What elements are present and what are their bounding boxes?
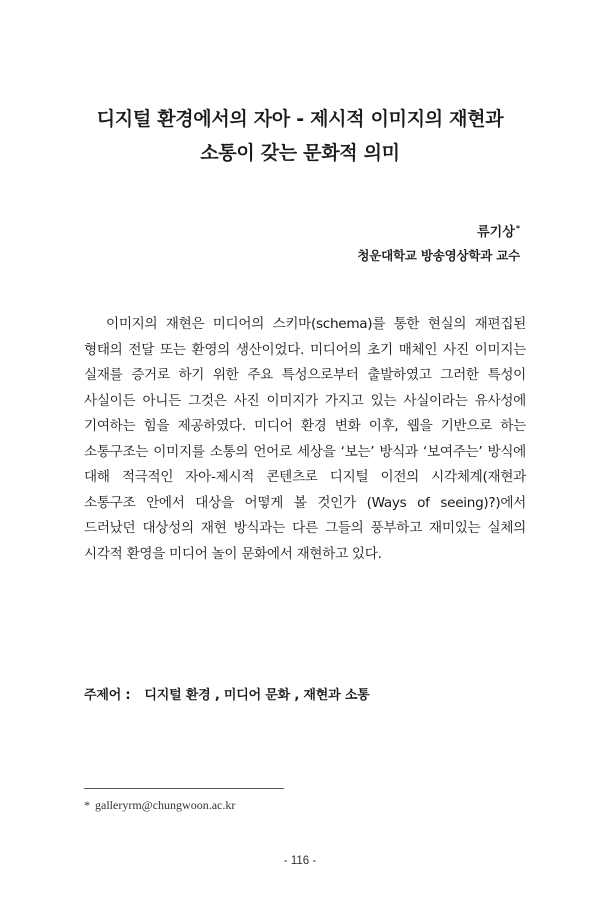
keywords-line — [84, 684, 370, 703]
author-affiliation: 청운대학교 방송영상학과 교수 — [357, 248, 520, 263]
footnote-email: galleryrm@chungwoon.ac.kr — [95, 798, 236, 812]
keywords-terms: 디지털 환경 , 미디어 문화 , 재현과 소통 — [144, 688, 370, 703]
footnote-mark: * — [84, 798, 90, 812]
paper-title-line-1: 디지털 환경에서의 자아 - 제시적 이미지의 재현과 — [96, 108, 504, 130]
author-name — [477, 221, 520, 240]
keywords-label: 주제어 : — [84, 688, 131, 703]
paper-title-line-2: 소통이 갖는 문화적 의미 — [200, 142, 400, 164]
abstract-paragraph: 이미지의 재현은 미디어의 스키마(schema)를 통한 현실의 재편집된 형태의 전달 또는 환영의 생산이었다. 미디어의 초기 매체인 사진 이미지는 실재를 증거로 하기 위한 주요 특성으로부터 출발하였고 그러한 특성이 사실이든 아니든 그것은 사진 이미지가 가지고 있는 사실이라는 유사성에 기여하는 힘을 제공하였다. 미디어 환경 변화 이후, 웹을 기반으로 하는 소통구조는 이미지를 소통의 언어로 세상을 ‘보는’ 방식과 ‘보여주는’ 방식에 대해 적극적인 자아-제시적 콘텐츠로 디지털 이전의 시각체계(재현과 소통구조 안에서 대상을 어떻게 볼 것인가 (Ways of seeing)?)에서 드러났던 대상성의 재현 방식과는 다른 그들의 풍부하고 재미있는 실체의 시각적 환영을 미디어 놀이 문화에서 재현하고 있다. — [84, 316, 526, 562]
footnote — [84, 798, 235, 813]
author-name-text: 류기상 — [477, 225, 515, 240]
footnote-divider — [84, 788, 284, 789]
author-footnote-mark: * — [515, 223, 520, 233]
page-number: - 116 - — [283, 855, 317, 867]
